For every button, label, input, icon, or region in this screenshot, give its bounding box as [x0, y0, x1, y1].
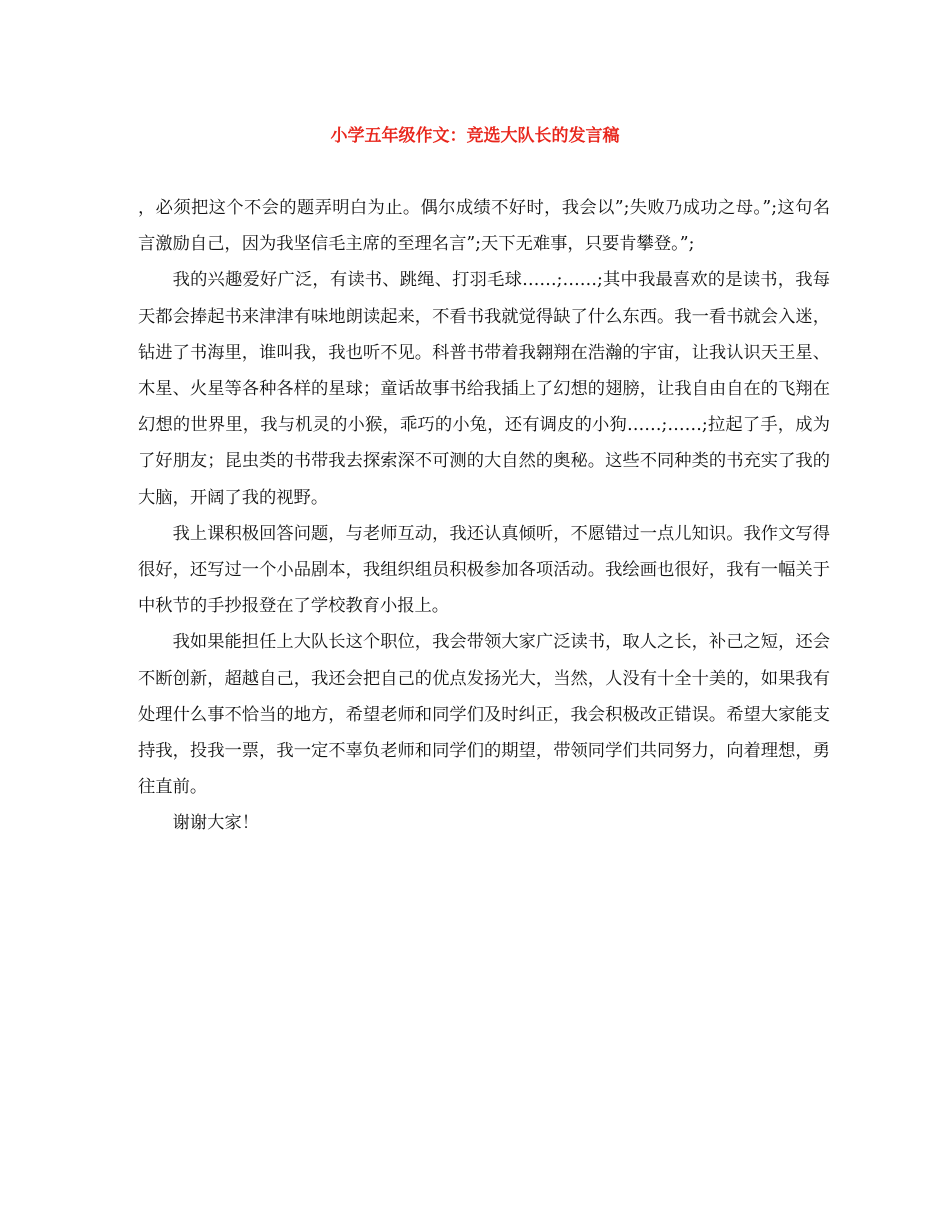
paragraph-hobbies: 我的兴趣爱好广泛，有读书、跳绳、打羽毛球……;……;其中我最喜欢的是读书，我每天都会捧起书来津津有味地朗读起来，不看书我就觉得缺了什么东西。我一看书就会入迷，钻进了书海里，谁叫我，我也听不见。科普书带着我翱翔在浩瀚的宇宙，让我认识天王星、木星、火星等各种各样的星球；童话故事书给我插上了幻想的翅膀，让我自由自在的飞翔在幻想的世界里，我与机灵的小猴，乖巧的小兔，还有调皮的小狗……;……;拉起了手，成为了好朋友；昆虫类的书带我去探索深不可测的大自然的奥秘。这些不同种类的书充实了我的大脑，开阔了我的视野。 [138, 270, 830, 508]
paragraph-continuation: ，必须把这个不会的题弄明白为止。偶尔成绩不好时，我会以”;失败乃成功之母。”;这句名言激励自己，因为我坚信毛主席的至理名言”;天下无难事，只要肯攀登。”; [138, 198, 830, 255]
page-title: 小学五年级作文：竞选大队长的发言稿 [330, 126, 620, 146]
paragraph-thanks: 谢谢大家！ [172, 813, 260, 834]
document-body [138, 190, 830, 842]
paragraph-classroom: 我上课积极回答问题，与老师互动，我还认真倾听，不愿错过一点儿知识。我作文写得很好，还写过一个小品剧本，我组织组员积极参加各项活动。我绘画也很好，我有一幅关于中秋节的手抄报登在了学校教育小报上。 [138, 523, 830, 617]
paragraph-promise: 我如果能担任上大队长这个职位，我会带领大家广泛读书，取人之长，补己之短，还会不断创新，超越自己，我还会把自己的优点发扬光大，当然，人没有十全十美的，如果我有处理什么事不恰当的地方，希望老师和同学们及时纠正，我会积极改正错误。希望大家能支持我，投我一票，我一定不辜负老师和同学们的期望，带领同学们共同努力，向着理想，勇往直前。 [138, 632, 830, 798]
